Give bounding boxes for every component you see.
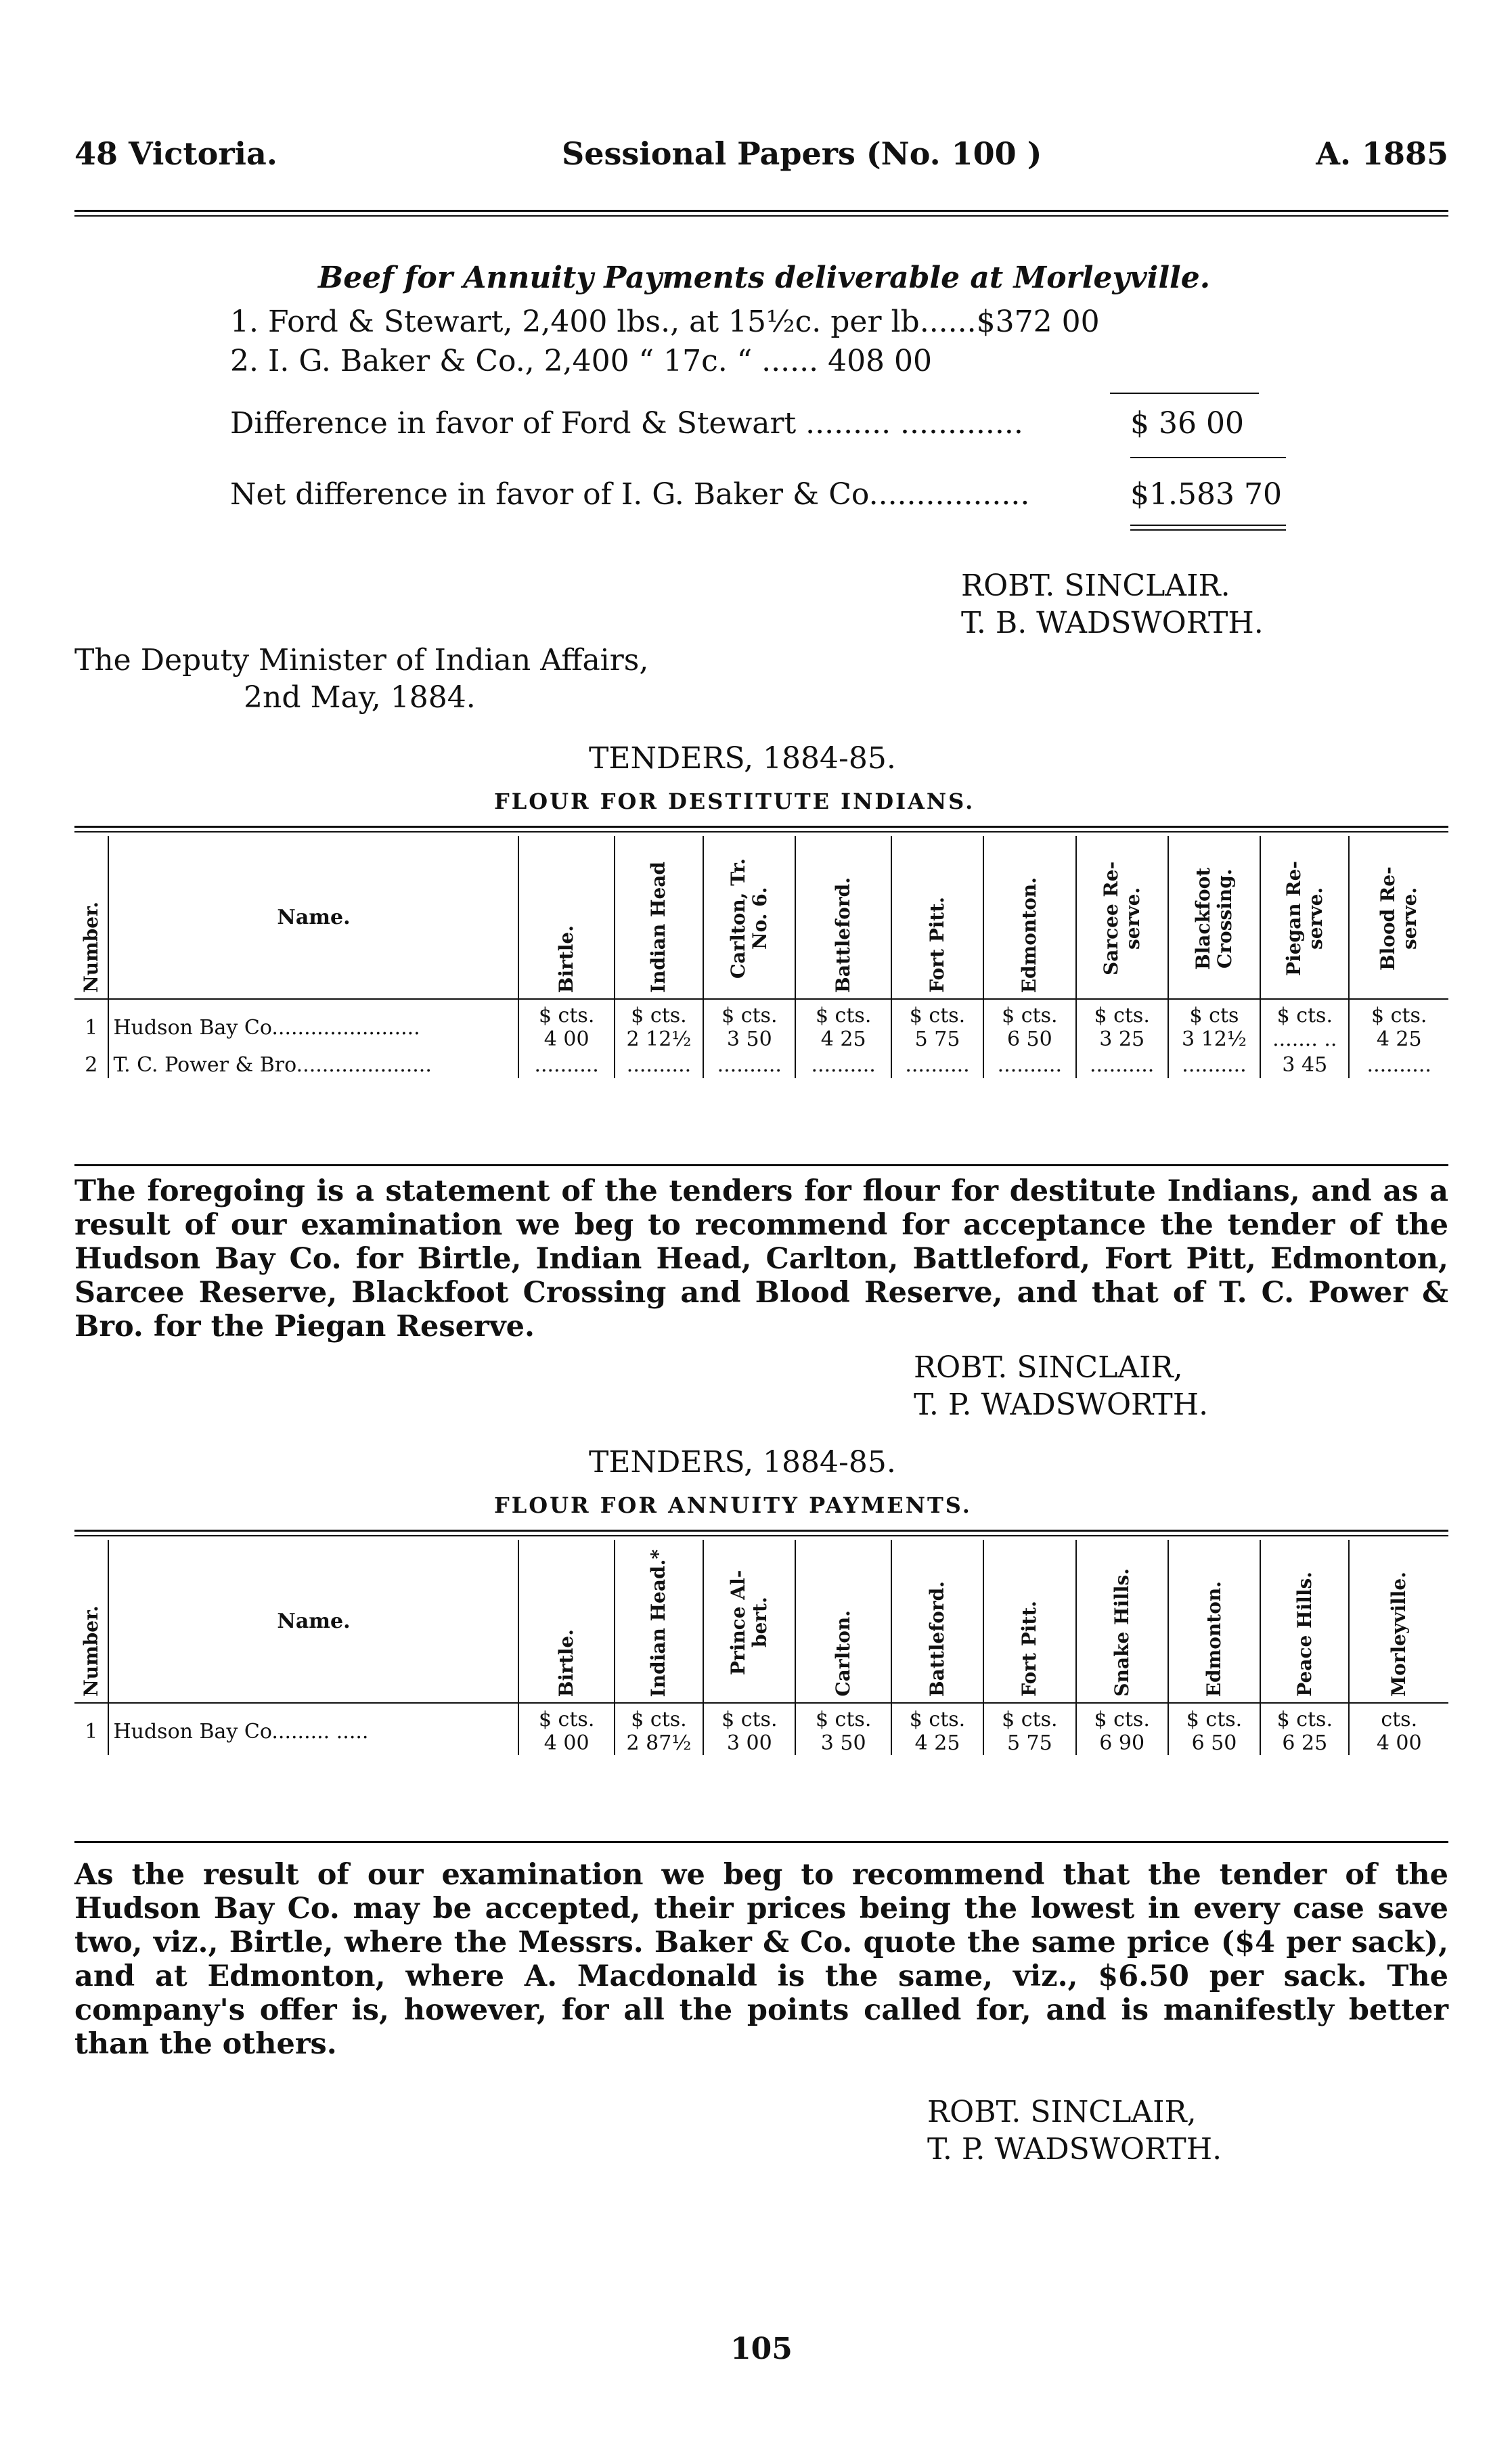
price-cell: $ cts. 2 12½ bbox=[615, 999, 703, 1051]
table-1-subtitle: FLOUR FOR DESTITUTE INDIANS. bbox=[494, 789, 975, 814]
price-cell: $ cts. 6 25 bbox=[1260, 1703, 1349, 1755]
table-1-title: TENDERS, 1884-85. bbox=[589, 741, 896, 776]
row-name: Hudson Bay Co....................... bbox=[108, 999, 518, 1051]
column-header-birtle: Birtle. bbox=[518, 836, 614, 999]
price-cell: .......... bbox=[615, 1051, 703, 1078]
table-row bbox=[74, 1703, 1448, 1755]
price-cell: .......... bbox=[983, 1051, 1075, 1078]
signature-1-name-2: T. B. WADSWORTH. bbox=[961, 606, 1264, 640]
column-header-number: Number. bbox=[79, 902, 102, 993]
column-header-piegan-reserve: Piegan Re-serve. bbox=[1260, 836, 1349, 999]
column-header-peace-hills: Peace Hills. bbox=[1260, 1540, 1349, 1703]
column-header-birtle: Birtle. bbox=[518, 1540, 614, 1703]
beef-difference-value: $ 36 00 bbox=[1130, 406, 1244, 441]
deputy-line-2: 2nd May, 1884. bbox=[244, 680, 476, 715]
price-cell: .......... bbox=[1076, 1051, 1168, 1078]
price-cell: $ cts. 4 25 bbox=[1349, 999, 1448, 1051]
table-1-bottom-rule bbox=[74, 1164, 1448, 1166]
beef-title: Beef for Annuity Payments deliverable at Morleyville. bbox=[318, 261, 1211, 295]
table-flour-destitute bbox=[74, 836, 1448, 1078]
signature-2-name-2: T. P. WADSWORTH. bbox=[914, 1388, 1209, 1422]
price-cell: $ cts. 4 25 bbox=[795, 999, 891, 1051]
price-cell: $ cts. 5 75 bbox=[983, 1703, 1075, 1755]
running-header bbox=[74, 135, 1448, 190]
price-cell: .......... bbox=[518, 1051, 614, 1078]
column-header-snake-hills: Snake Hills. bbox=[1076, 1540, 1168, 1703]
column-header-prince-albert: Prince Al-bert. bbox=[703, 1540, 795, 1703]
column-header-battleford: Battleford. bbox=[795, 836, 891, 999]
header-rule bbox=[74, 210, 1448, 212]
price-cell: $ cts. 6 50 bbox=[1168, 1703, 1260, 1755]
table-flour-annuity bbox=[74, 1540, 1448, 1755]
price-cell: .......... bbox=[703, 1051, 795, 1078]
price-cell: $ cts. 3 50 bbox=[703, 999, 795, 1051]
price-cell: $ cts. 4 25 bbox=[891, 1703, 983, 1755]
table-2-bottom-rule bbox=[74, 1841, 1448, 1843]
column-header-morleyville: Morleyville. bbox=[1349, 1540, 1448, 1703]
signature-1-name-1: ROBT. SINCLAIR. bbox=[961, 569, 1230, 603]
column-header-blood-reserve: Blood Re-serve. bbox=[1349, 836, 1448, 999]
column-header-name: Name. bbox=[108, 836, 518, 999]
table-2-title: TENDERS, 1884-85. bbox=[589, 1445, 896, 1480]
row-number: 1 bbox=[74, 1703, 108, 1755]
price-cell: $ cts. 3 25 bbox=[1076, 999, 1168, 1051]
price-cell: $ cts. ....... .. bbox=[1260, 999, 1349, 1051]
paragraph-annuity-recommendation: As the result of our examination we beg to recommend that the tender of the Hudson Bay Co. may be accepted, their prices being the lowest in every case save two, viz., Birtle, where the Messrs. Baker & Co. quote the same price ($4 per sack), and at Edmonton, where A. Macdonald is the same, viz., $6.50 per sack. The company's offer is, however, for all the points called for, and is manifestly better than the others. bbox=[74, 1858, 1448, 2061]
table-2-top-rule bbox=[74, 1530, 1448, 1532]
table-1-top-rule-double bbox=[74, 831, 1448, 833]
column-header-edmonton: Edmonton. bbox=[983, 836, 1075, 999]
price-cell: $ cts. 6 90 bbox=[1076, 1703, 1168, 1755]
header-center: Sessional Papers (No. 100 ) bbox=[562, 135, 1042, 172]
table-row bbox=[74, 999, 1448, 1051]
deputy-line-1: The Deputy Minister of Indian Affairs, bbox=[74, 643, 649, 678]
price-cell: $ cts. 4 00 bbox=[518, 1703, 614, 1755]
row-name: T. C. Power & Bro..................... bbox=[108, 1051, 518, 1078]
column-header-battleford: Battleford. bbox=[891, 1540, 983, 1703]
header-rule-double bbox=[74, 215, 1448, 217]
column-header-blackfoot-crossing: Blackfoot Crossing. bbox=[1168, 836, 1260, 999]
header-left: 48 Victoria. bbox=[74, 135, 277, 172]
column-header-indian-head: Indian Head bbox=[615, 836, 703, 999]
column-header-name: Name. bbox=[108, 1540, 518, 1703]
column-header-fort-pitt: Fort Pitt. bbox=[891, 836, 983, 999]
price-cell: $ cts. 4 00 bbox=[518, 999, 614, 1051]
signature-2-name-1: ROBT. SINCLAIR, bbox=[914, 1350, 1183, 1385]
signature-3-name-2: T. P. WADSWORTH. bbox=[927, 2132, 1222, 2167]
column-header-carlton: Carlton. bbox=[795, 1540, 891, 1703]
table-1-top-rule bbox=[74, 826, 1448, 828]
price-cell: $ cts. 3 00 bbox=[703, 1703, 795, 1755]
table-2-subtitle: FLOUR FOR ANNUITY PAYMENTS. bbox=[494, 1492, 972, 1518]
column-header-indian-head: Indian Head.* bbox=[615, 1540, 703, 1703]
page-number: 105 bbox=[730, 2332, 793, 2366]
price-cell: $ cts. 3 50 bbox=[795, 1703, 891, 1755]
column-header-fort-pitt: Fort Pitt. bbox=[983, 1540, 1075, 1703]
beef-net-underline-2 bbox=[1130, 529, 1286, 531]
signature-3-name-1: ROBT. SINCLAIR, bbox=[927, 2095, 1197, 2129]
beef-net-value: $1.583 70 bbox=[1130, 477, 1282, 512]
row-number: 1 bbox=[74, 999, 108, 1051]
price-cell: .......... bbox=[891, 1051, 983, 1078]
beef-line-2: 2. I. G. Baker & Co., 2,400 “ 17c. “ ...... 408 00 bbox=[230, 344, 933, 378]
paragraph-destitute-recommendation: The foregoing is a statement of the tenders for flour for destitute Indians, and as a result of our examination we beg to recommend for acceptance the tender of the Hudson Bay Co. for Birtle, Indian Head, Carlton, Battleford, Fort Pitt, Edmonton, Sarcee Reserve, Blackfoot Crossing and Blood Reserve, and that of T. C. Power & Bro. for the Piegan Reserve. bbox=[74, 1174, 1448, 1344]
beef-net-underline bbox=[1130, 525, 1286, 526]
price-cell: .......... bbox=[1168, 1051, 1260, 1078]
beef-net-rule bbox=[1130, 457, 1286, 458]
header-right: A. 1885 bbox=[1316, 135, 1448, 172]
price-cell: 3 45 bbox=[1260, 1051, 1349, 1078]
beef-net-label: Net difference in favor of I. G. Baker & Co................. bbox=[230, 477, 1030, 512]
table-row bbox=[74, 1051, 1448, 1078]
price-cell: cts. 4 00 bbox=[1349, 1703, 1448, 1755]
price-cell: .......... bbox=[795, 1051, 891, 1078]
beef-sum-rule bbox=[1110, 393, 1259, 394]
beef-line-1: 1. Ford & Stewart, 2,400 lbs., at 15½c. per lb......$372 00 bbox=[230, 305, 1100, 339]
price-cell: $ cts. 5 75 bbox=[891, 999, 983, 1051]
column-header-edmonton: Edmonton. bbox=[1168, 1540, 1260, 1703]
price-cell: $ cts. 2 87½ bbox=[615, 1703, 703, 1755]
price-cell: .......... bbox=[1349, 1051, 1448, 1078]
price-cell: $ cts 3 12½ bbox=[1168, 999, 1260, 1051]
table-2-top-rule-double bbox=[74, 1535, 1448, 1536]
price-cell: $ cts. 6 50 bbox=[983, 999, 1075, 1051]
row-name: Hudson Bay Co......... ..... bbox=[108, 1703, 518, 1755]
column-header-number: Number. bbox=[79, 1605, 102, 1697]
beef-difference-label: Difference in favor of Ford & Stewart ......... ............. bbox=[230, 406, 1023, 441]
document-page bbox=[74, 108, 1448, 2410]
row-number: 2 bbox=[85, 1052, 98, 1077]
column-header-sarcee-reserve: Sarcee Re-serve. bbox=[1076, 836, 1168, 999]
column-header-carlton: Carlton, Tr. No. 6. bbox=[703, 836, 795, 999]
